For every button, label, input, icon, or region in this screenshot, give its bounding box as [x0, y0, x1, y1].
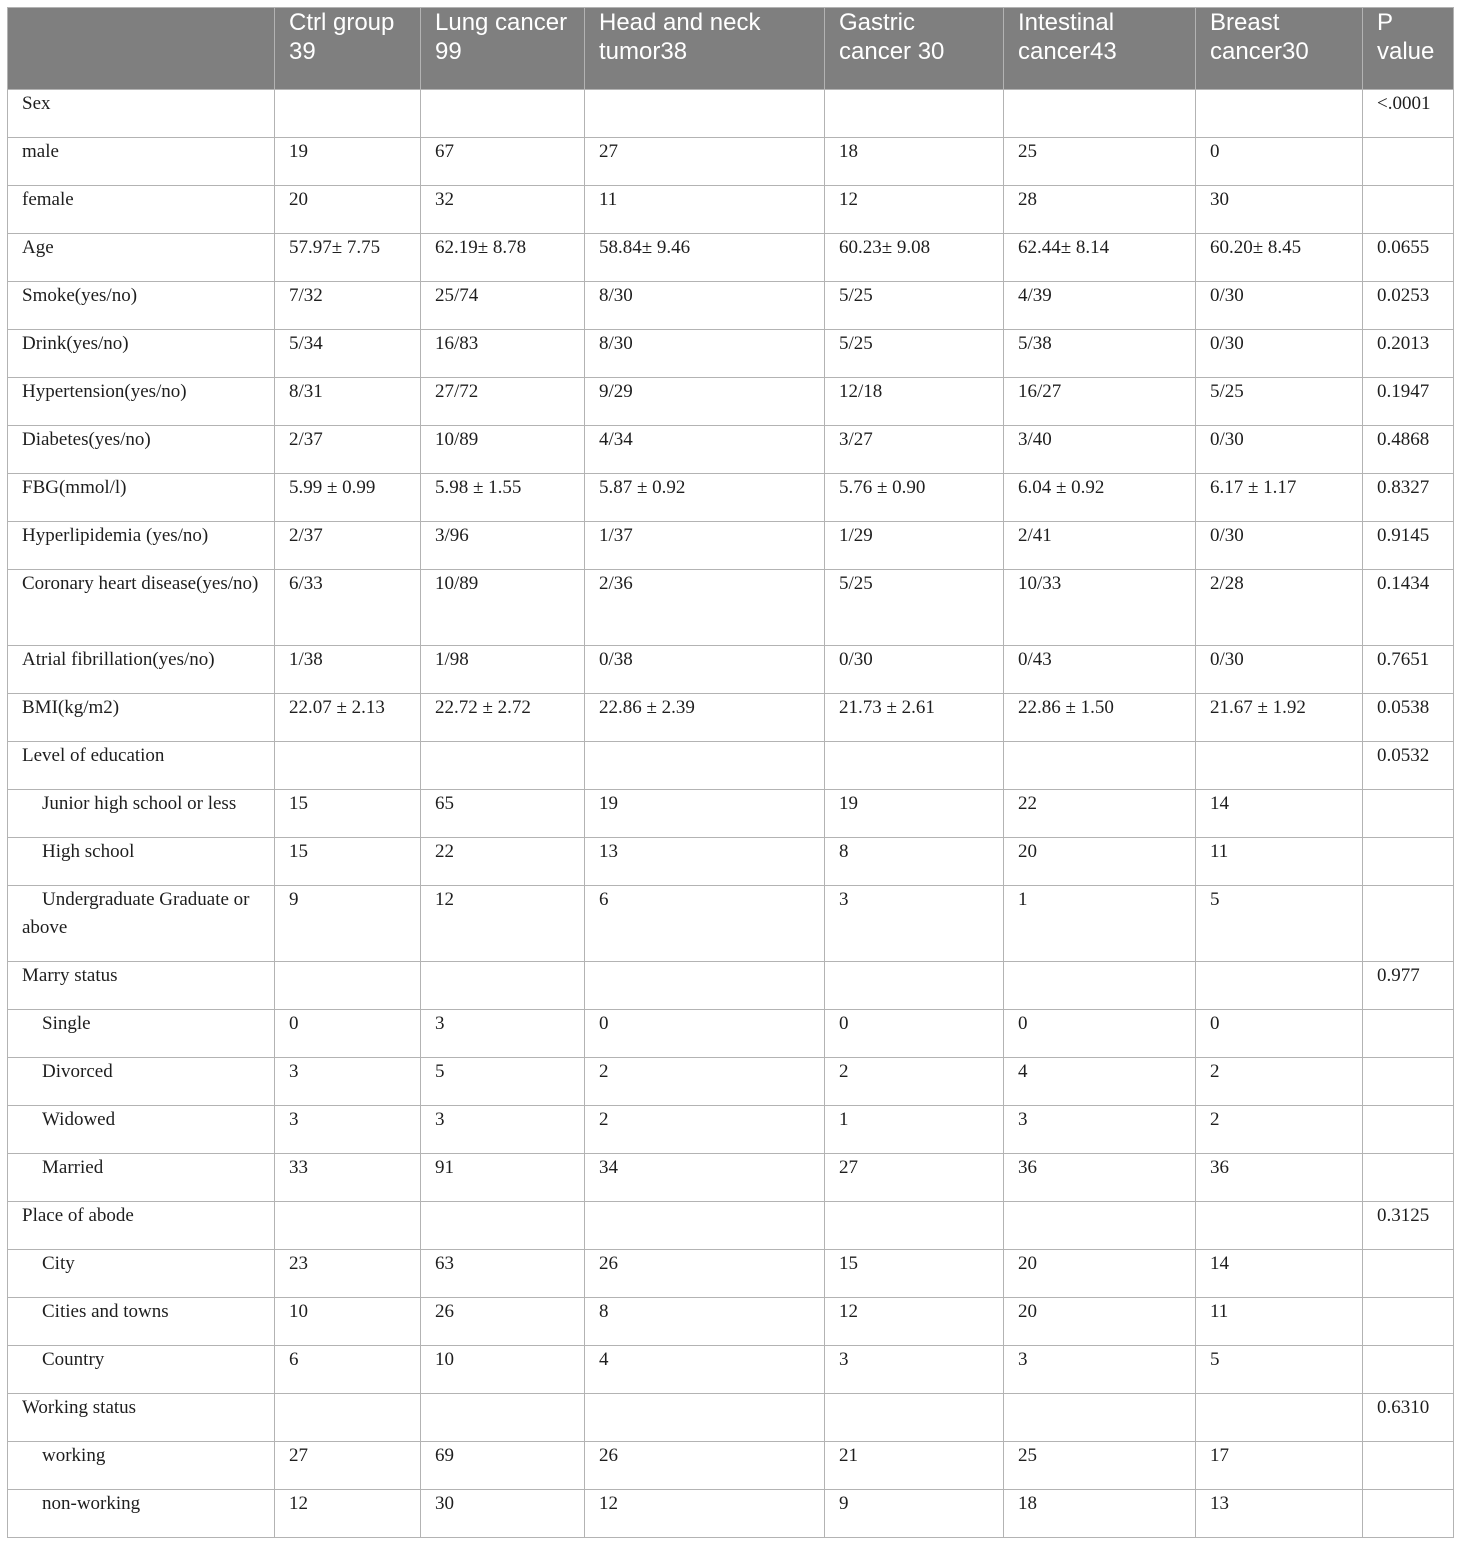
- p-value-cell: 0.1947: [1363, 378, 1454, 426]
- table-cell: 65: [421, 790, 585, 838]
- table-row: [8, 1154, 1454, 1202]
- p-value-cell: 0.9145: [1363, 522, 1454, 570]
- table-cell: 5: [1196, 1346, 1363, 1394]
- table-cell: 6: [585, 886, 825, 962]
- table-cell: 6/33: [275, 570, 421, 646]
- table-cell: 19: [275, 138, 421, 186]
- table-cell: 0: [275, 1010, 421, 1058]
- table-cell: 5.98 ± 1.55: [421, 474, 585, 522]
- table-cell: 5/25: [825, 282, 1004, 330]
- table-cell: [585, 90, 825, 138]
- table-row: [8, 1010, 1454, 1058]
- table-cell: 32: [421, 186, 585, 234]
- table-cell: 8/31: [275, 378, 421, 426]
- table-cell: 30: [421, 1490, 585, 1538]
- table-row: [8, 1058, 1454, 1106]
- table-cell: 1: [825, 1106, 1004, 1154]
- table-cell: [275, 742, 421, 790]
- table-cell: 4: [1004, 1058, 1196, 1106]
- table-cell: 0/30: [1196, 282, 1363, 330]
- p-value-cell: [1363, 886, 1454, 962]
- table-body: [8, 90, 1454, 1538]
- row-label: Diabetes(yes/no): [8, 426, 275, 474]
- table-cell: [585, 1202, 825, 1250]
- table-cell: 1/38: [275, 646, 421, 694]
- table-cell: 2/36: [585, 570, 825, 646]
- column-header: P value: [1363, 8, 1454, 90]
- table-row: [8, 1202, 1454, 1250]
- table-cell: 0/30: [1196, 646, 1363, 694]
- table-cell: 2: [1196, 1058, 1363, 1106]
- table-cell: 19: [825, 790, 1004, 838]
- p-value-cell: 0.3125: [1363, 1202, 1454, 1250]
- table-row: [8, 838, 1454, 886]
- table-cell: [1004, 90, 1196, 138]
- table-cell: 22.86 ± 1.50: [1004, 694, 1196, 742]
- table-cell: [421, 1202, 585, 1250]
- row-label: Widowed: [8, 1106, 275, 1154]
- table-cell: 28: [1004, 186, 1196, 234]
- table-cell: 5: [421, 1058, 585, 1106]
- table-cell: 1: [1004, 886, 1196, 962]
- table-cell: 0/30: [1196, 330, 1363, 378]
- table-cell: 4: [585, 1346, 825, 1394]
- table-cell: [825, 1394, 1004, 1442]
- table-cell: 5.87 ± 0.92: [585, 474, 825, 522]
- table-cell: 3/40: [1004, 426, 1196, 474]
- p-value-cell: 0.8327: [1363, 474, 1454, 522]
- table-row: [8, 186, 1454, 234]
- row-label: Level of education: [8, 742, 275, 790]
- row-label: Coronary heart disease(yes/no): [8, 570, 275, 646]
- table-cell: 26: [421, 1298, 585, 1346]
- table-cell: 18: [825, 138, 1004, 186]
- table-cell: 60.23± 9.08: [825, 234, 1004, 282]
- p-value-cell: [1363, 1442, 1454, 1490]
- table-cell: [1004, 962, 1196, 1010]
- table-cell: 12/18: [825, 378, 1004, 426]
- table-cell: [1196, 1202, 1363, 1250]
- table-cell: 0/30: [1196, 426, 1363, 474]
- row-label: Junior high school or less: [8, 790, 275, 838]
- table-cell: 1/98: [421, 646, 585, 694]
- table-cell: 22: [1004, 790, 1196, 838]
- table-cell: 23: [275, 1250, 421, 1298]
- table-cell: 6.04 ± 0.92: [1004, 474, 1196, 522]
- table-cell: [585, 962, 825, 1010]
- table-cell: 4/34: [585, 426, 825, 474]
- table-cell: 0: [1196, 1010, 1363, 1058]
- table-cell: 62.19± 8.78: [421, 234, 585, 282]
- table-cell: [585, 742, 825, 790]
- table-cell: 15: [825, 1250, 1004, 1298]
- table-cell: 2: [1196, 1106, 1363, 1154]
- table-cell: 2/37: [275, 426, 421, 474]
- table-cell: 57.97± 7.75: [275, 234, 421, 282]
- p-value-cell: 0.6310: [1363, 1394, 1454, 1442]
- table-cell: 3: [421, 1010, 585, 1058]
- table-row: [8, 330, 1454, 378]
- table-cell: 30: [1196, 186, 1363, 234]
- table-cell: 2/37: [275, 522, 421, 570]
- table-row: [8, 694, 1454, 742]
- p-value-cell: [1363, 790, 1454, 838]
- table-row: [8, 138, 1454, 186]
- table-cell: 16/27: [1004, 378, 1196, 426]
- table-cell: 11: [1196, 838, 1363, 886]
- row-label: Single: [8, 1010, 275, 1058]
- table-cell: [585, 1394, 825, 1442]
- table-cell: 36: [1004, 1154, 1196, 1202]
- table-cell: 3: [275, 1106, 421, 1154]
- table-cell: 3: [421, 1106, 585, 1154]
- table-row: [8, 962, 1454, 1010]
- p-value-cell: 0.2013: [1363, 330, 1454, 378]
- table-cell: 2: [825, 1058, 1004, 1106]
- table-row: [8, 90, 1454, 138]
- row-label: Hyperlipidemia (yes/no): [8, 522, 275, 570]
- table-cell: [1196, 962, 1363, 1010]
- table-row: [8, 1298, 1454, 1346]
- column-header: Head and neck tumor38: [585, 8, 825, 90]
- row-label: High school: [8, 838, 275, 886]
- table-cell: 5/25: [825, 570, 1004, 646]
- row-label: working: [8, 1442, 275, 1490]
- table-cell: 0: [825, 1010, 1004, 1058]
- p-value-cell: [1363, 838, 1454, 886]
- table-cell: 12: [275, 1490, 421, 1538]
- table-cell: 8: [585, 1298, 825, 1346]
- p-value-cell: [1363, 1154, 1454, 1202]
- table-cell: 0/30: [1196, 522, 1363, 570]
- table-cell: 9: [825, 1490, 1004, 1538]
- table-cell: 25: [1004, 1442, 1196, 1490]
- table-cell: 9/29: [585, 378, 825, 426]
- row-label: Hypertension(yes/no): [8, 378, 275, 426]
- table-row: [8, 234, 1454, 282]
- table-cell: 8/30: [585, 282, 825, 330]
- p-value-cell: [1363, 1250, 1454, 1298]
- table-cell: 25: [1004, 138, 1196, 186]
- table-cell: [421, 90, 585, 138]
- row-label: Country: [8, 1346, 275, 1394]
- row-label: Cities and towns: [8, 1298, 275, 1346]
- table-cell: 91: [421, 1154, 585, 1202]
- row-label: Marry status: [8, 962, 275, 1010]
- table-cell: 67: [421, 138, 585, 186]
- table-cell: 1/37: [585, 522, 825, 570]
- table-cell: 63: [421, 1250, 585, 1298]
- table-cell: 10/33: [1004, 570, 1196, 646]
- table-cell: 25/74: [421, 282, 585, 330]
- table-cell: [421, 962, 585, 1010]
- row-label: FBG(mmol/l): [8, 474, 275, 522]
- table-row: [8, 1106, 1454, 1154]
- table-cell: 11: [585, 186, 825, 234]
- table-cell: [825, 90, 1004, 138]
- table-cell: 0: [585, 1010, 825, 1058]
- table-cell: 6: [275, 1346, 421, 1394]
- table-cell: 10/89: [421, 570, 585, 646]
- table-cell: 5/38: [1004, 330, 1196, 378]
- table-row: [8, 886, 1454, 962]
- table-cell: [1004, 1394, 1196, 1442]
- table-cell: 12: [421, 886, 585, 962]
- table-row: [8, 378, 1454, 426]
- table-cell: 5/34: [275, 330, 421, 378]
- table-cell: 3: [825, 886, 1004, 962]
- table-cell: 13: [1196, 1490, 1363, 1538]
- table-cell: 8: [825, 838, 1004, 886]
- table-row: [8, 790, 1454, 838]
- table-cell: 14: [1196, 1250, 1363, 1298]
- table-cell: [825, 1202, 1004, 1250]
- table-row: [8, 1490, 1454, 1538]
- table-cell: 20: [1004, 838, 1196, 886]
- table-cell: 17: [1196, 1442, 1363, 1490]
- p-value-cell: [1363, 1490, 1454, 1538]
- table-cell: 20: [1004, 1250, 1196, 1298]
- table-cell: 8/30: [585, 330, 825, 378]
- table-cell: 69: [421, 1442, 585, 1490]
- table-cell: 5.76 ± 0.90: [825, 474, 1004, 522]
- p-value-cell: 0.1434: [1363, 570, 1454, 646]
- row-label: Atrial fibrillation(yes/no): [8, 646, 275, 694]
- table-cell: 11: [1196, 1298, 1363, 1346]
- table-cell: 10/89: [421, 426, 585, 474]
- table-cell: 22.72 ± 2.72: [421, 694, 585, 742]
- table-cell: 12: [825, 186, 1004, 234]
- table-cell: [275, 1202, 421, 1250]
- table-cell: 21: [825, 1442, 1004, 1490]
- table-cell: 0/30: [825, 646, 1004, 694]
- row-label: BMI(kg/m2): [8, 694, 275, 742]
- table-cell: 15: [275, 790, 421, 838]
- table-cell: 0/38: [585, 646, 825, 694]
- table-row: [8, 1250, 1454, 1298]
- row-label: Working status: [8, 1394, 275, 1442]
- table-cell: 4/39: [1004, 282, 1196, 330]
- table-cell: 3: [275, 1058, 421, 1106]
- row-label: Sex: [8, 90, 275, 138]
- table-cell: [825, 962, 1004, 1010]
- p-value-cell: [1363, 138, 1454, 186]
- table-cell: 20: [1004, 1298, 1196, 1346]
- table-cell: 36: [1196, 1154, 1363, 1202]
- table-cell: 2/41: [1004, 522, 1196, 570]
- table-cell: 0: [1004, 1010, 1196, 1058]
- table-cell: 58.84± 9.46: [585, 234, 825, 282]
- table-row: [8, 522, 1454, 570]
- table-header: [8, 8, 1454, 90]
- table-row: [8, 474, 1454, 522]
- column-header: Lung cancer 99: [421, 8, 585, 90]
- p-value-cell: 0.0253: [1363, 282, 1454, 330]
- table-cell: 21.73 ± 2.61: [825, 694, 1004, 742]
- table-cell: 26: [585, 1442, 825, 1490]
- table-row: [8, 282, 1454, 330]
- column-header: Breast cancer30: [1196, 8, 1363, 90]
- table-cell: 34: [585, 1154, 825, 1202]
- table-cell: [1196, 742, 1363, 790]
- table-cell: 22: [421, 838, 585, 886]
- p-value-cell: [1363, 1298, 1454, 1346]
- column-header: Gastric cancer 30: [825, 8, 1004, 90]
- column-header: Intestinal cancer43: [1004, 8, 1196, 90]
- table-cell: 33: [275, 1154, 421, 1202]
- table-cell: 20: [275, 186, 421, 234]
- table-cell: [1196, 90, 1363, 138]
- table-cell: 0: [1196, 138, 1363, 186]
- p-value-cell: 0.7651: [1363, 646, 1454, 694]
- table-cell: [421, 1394, 585, 1442]
- table-cell: 5/25: [1196, 378, 1363, 426]
- table-cell: 22.07 ± 2.13: [275, 694, 421, 742]
- table-cell: 3/96: [421, 522, 585, 570]
- p-value-cell: 0.0532: [1363, 742, 1454, 790]
- p-value-cell: 0.977: [1363, 962, 1454, 1010]
- row-label: Place of abode: [8, 1202, 275, 1250]
- p-value-cell: [1363, 1106, 1454, 1154]
- table-cell: [1196, 1394, 1363, 1442]
- p-value-cell: [1363, 1010, 1454, 1058]
- table-cell: 21.67 ± 1.92: [1196, 694, 1363, 742]
- table-row: [8, 1394, 1454, 1442]
- table-cell: 26: [585, 1250, 825, 1298]
- table-cell: [421, 742, 585, 790]
- table-cell: 3/27: [825, 426, 1004, 474]
- table-cell: 1/29: [825, 522, 1004, 570]
- table-cell: [1004, 742, 1196, 790]
- table-cell: 10: [275, 1298, 421, 1346]
- row-label: City: [8, 1250, 275, 1298]
- table-cell: [825, 742, 1004, 790]
- table-cell: 3: [1004, 1346, 1196, 1394]
- table-row: [8, 1346, 1454, 1394]
- table-cell: 14: [1196, 790, 1363, 838]
- table-cell: [1004, 1202, 1196, 1250]
- p-value-cell: [1363, 1058, 1454, 1106]
- table-cell: 6.17 ± 1.17: [1196, 474, 1363, 522]
- table-cell: 3: [1004, 1106, 1196, 1154]
- table-cell: 15: [275, 838, 421, 886]
- table-row: [8, 742, 1454, 790]
- row-label: male: [8, 138, 275, 186]
- row-label: female: [8, 186, 275, 234]
- table-row: [8, 1442, 1454, 1490]
- row-label: non-working: [8, 1490, 275, 1538]
- table-cell: 13: [585, 838, 825, 886]
- table-cell: 18: [1004, 1490, 1196, 1538]
- table-cell: 27: [825, 1154, 1004, 1202]
- header-row: [8, 8, 1454, 90]
- row-label: Smoke(yes/no): [8, 282, 275, 330]
- table-cell: 16/83: [421, 330, 585, 378]
- row-label: Divorced: [8, 1058, 275, 1106]
- table-row: [8, 426, 1454, 474]
- table-cell: [275, 90, 421, 138]
- table-cell: 7/32: [275, 282, 421, 330]
- row-label: Age: [8, 234, 275, 282]
- row-label: Married: [8, 1154, 275, 1202]
- p-value-cell: [1363, 1346, 1454, 1394]
- table-cell: 27/72: [421, 378, 585, 426]
- column-header: Ctrl group 39: [275, 8, 421, 90]
- table-cell: 5/25: [825, 330, 1004, 378]
- table-row: [8, 570, 1454, 646]
- p-value-cell: <.0001: [1363, 90, 1454, 138]
- table-cell: 27: [275, 1442, 421, 1490]
- table-cell: 2: [585, 1058, 825, 1106]
- row-label: Drink(yes/no): [8, 330, 275, 378]
- table-cell: [275, 1394, 421, 1442]
- table-row: [8, 646, 1454, 694]
- table-cell: 5.99 ± 0.99: [275, 474, 421, 522]
- table-cell: 60.20± 8.45: [1196, 234, 1363, 282]
- row-label: Undergraduate Graduate or above: [8, 886, 275, 962]
- table-cell: 3: [825, 1346, 1004, 1394]
- table-cell: 19: [585, 790, 825, 838]
- table-cell: [275, 962, 421, 1010]
- p-value-cell: 0.4868: [1363, 426, 1454, 474]
- p-value-cell: 0.0655: [1363, 234, 1454, 282]
- table-cell: 10: [421, 1346, 585, 1394]
- table-cell: 2: [585, 1106, 825, 1154]
- table-cell: 22.86 ± 2.39: [585, 694, 825, 742]
- table-cell: 62.44± 8.14: [1004, 234, 1196, 282]
- table-cell: 12: [825, 1298, 1004, 1346]
- p-value-cell: [1363, 186, 1454, 234]
- table-cell: 12: [585, 1490, 825, 1538]
- column-header: [8, 8, 275, 90]
- data-table: [7, 7, 1454, 1538]
- table-cell: 27: [585, 138, 825, 186]
- table-cell: 9: [275, 886, 421, 962]
- table-cell: 2/28: [1196, 570, 1363, 646]
- table-cell: 5: [1196, 886, 1363, 962]
- table-cell: 0/43: [1004, 646, 1196, 694]
- p-value-cell: 0.0538: [1363, 694, 1454, 742]
